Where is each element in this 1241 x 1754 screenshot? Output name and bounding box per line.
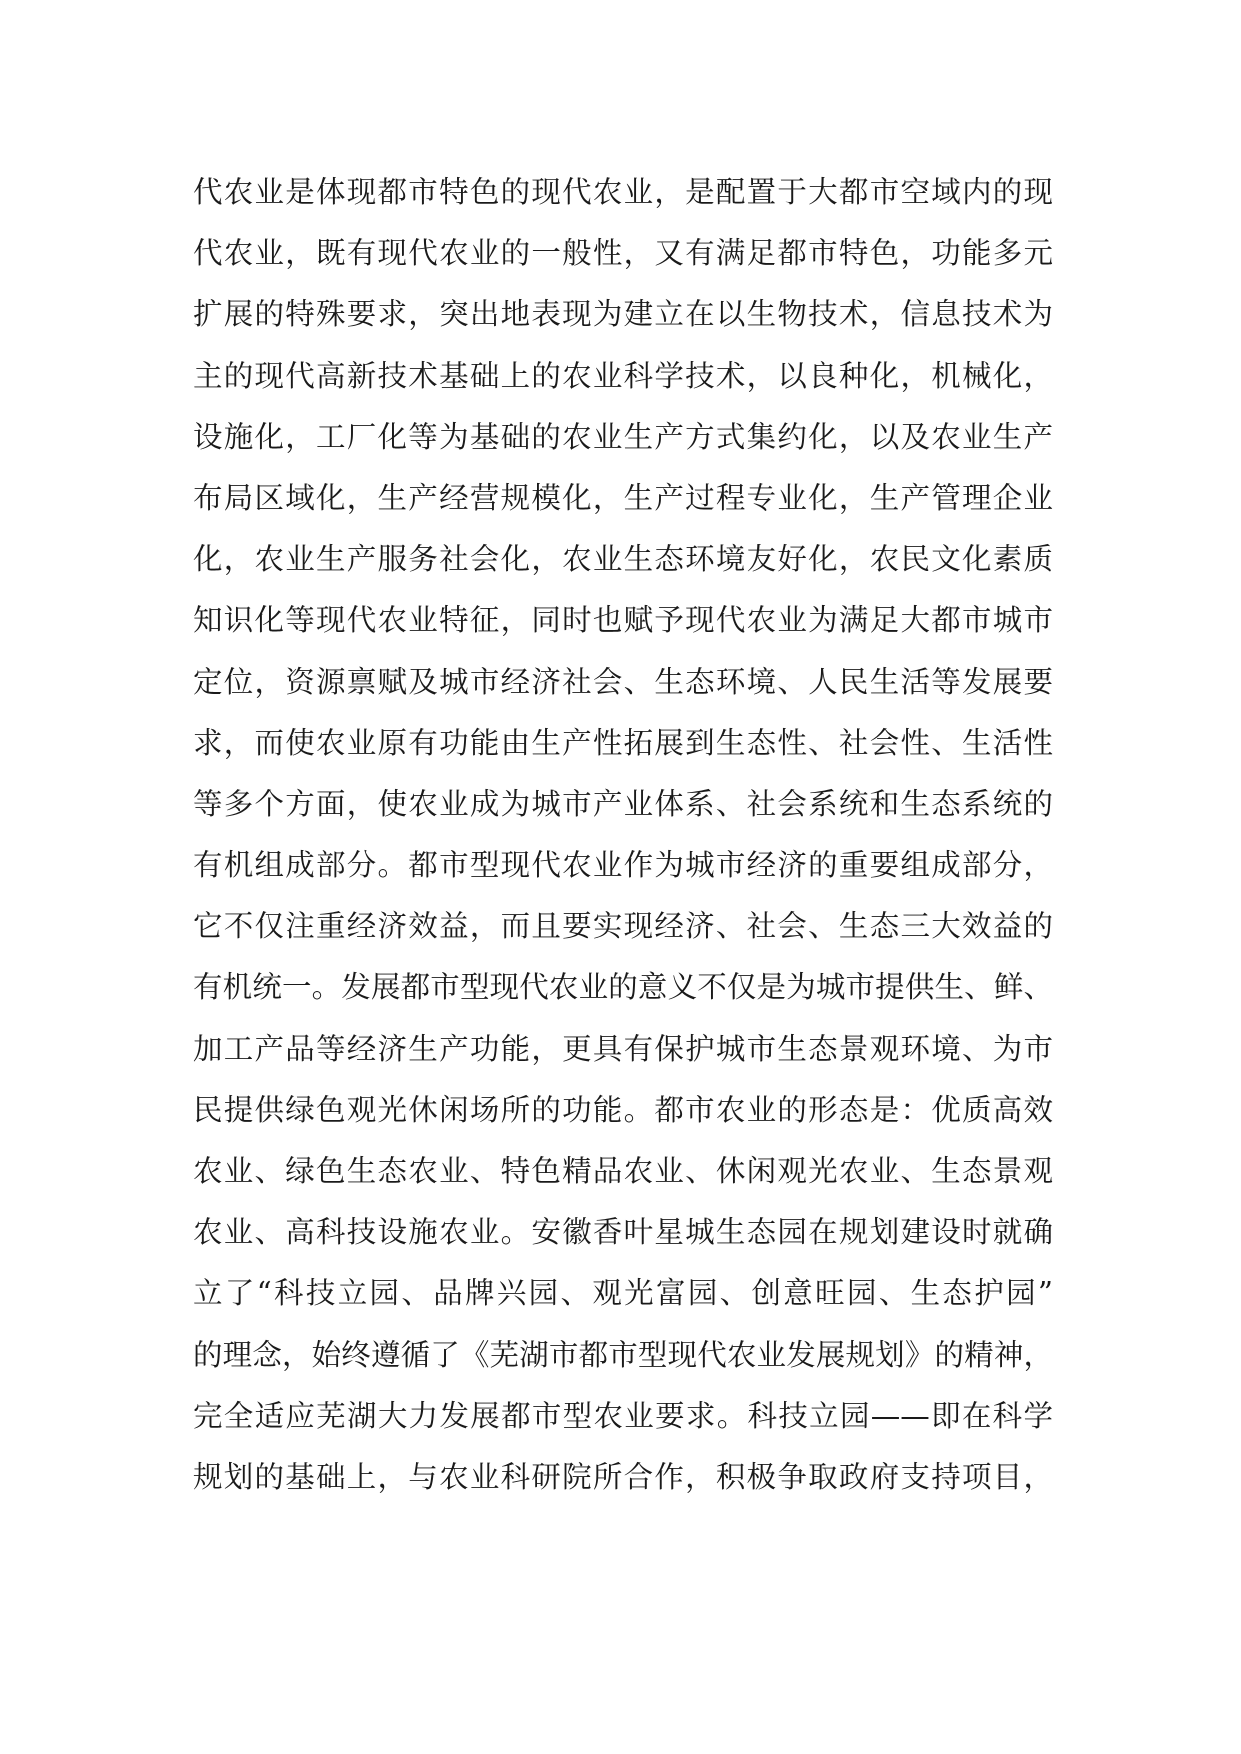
text-line-17: 农业、绿色生态农业、特色精品农业、休闲观光农业、生态景观	[193, 1154, 1053, 1188]
text-line-8: 知识化等现代农业特征，同时也赋予现代农业为满足大都市城市	[193, 603, 1053, 638]
text-line-19: 立了“科技立园、品牌兴园、观光富园、创意旺园、生态护园”	[193, 1276, 1053, 1311]
text-line-2: 代农业，既有现代农业的一般性，又有满足都市特色，功能多元	[193, 236, 1053, 271]
text-line-13: 它不仅注重经济效益，而且要实现经济、社会、生态三大效益的	[193, 909, 1053, 944]
text-line-5: 设施化，工厂化等为基础的农业生产方式集约化，以及农业生产	[193, 419, 1053, 454]
body-text	[193, 162, 1053, 1508]
text-line-14: 有机统一。发展都市型现代农业的意义不仅是为城市提供生、鲜、	[193, 970, 1053, 1005]
text-line-16: 民提供绿色观光休闲场所的功能。都市农业的形态是：优质高效	[193, 1092, 1053, 1127]
text-line-7: 化，农业生产服务社会化，农业生态环境友好化，农民文化素质	[193, 542, 1053, 577]
text-line-20: 的理念，始终遵循了《芜湖市都市型现代农业发展规划》的精神，	[193, 1337, 1053, 1372]
text-line-6: 布局区域化，生产经营规模化，生产过程专业化，生产管理企业	[193, 480, 1053, 515]
text-line-22: 规划的基础上，与农业科研院所合作，积极争取政府支持项目，	[193, 1459, 1053, 1494]
text-line-12: 有机组成部分。都市型现代农业作为城市经济的重要组成部分，	[193, 848, 1053, 883]
text-line-11: 等多个方面，使农业成为城市产业体系、社会系统和生态系统的	[193, 786, 1053, 821]
text-line-15: 加工产品等经济生产功能，更具有保护城市生态景观环境、为市	[193, 1031, 1053, 1066]
text-line-1: 代农业是体现都市特色的现代农业，是配置于大都市空域内的现	[193, 175, 1053, 209]
text-line-3: 扩展的特殊要求，突出地表现为建立在以生物技术，信息技术为	[193, 297, 1053, 332]
text-line-21: 完全适应芜湖大力发展都市型农业要求。科技立园——即在科学	[193, 1398, 1053, 1433]
text-line-18: 农业、高科技设施农业。安徽香叶星城生态园在规划建设时就确	[193, 1215, 1053, 1250]
text-line-9: 定位，资源禀赋及城市经济社会、生态环境、人民生活等发展要	[193, 664, 1053, 699]
text-line-4: 主的现代高新技术基础上的农业科学技术，以良种化，机械化，	[193, 358, 1053, 393]
text-line-10: 求，而使农业原有功能由生产性拓展到生态性、社会性、生活性	[193, 725, 1053, 760]
